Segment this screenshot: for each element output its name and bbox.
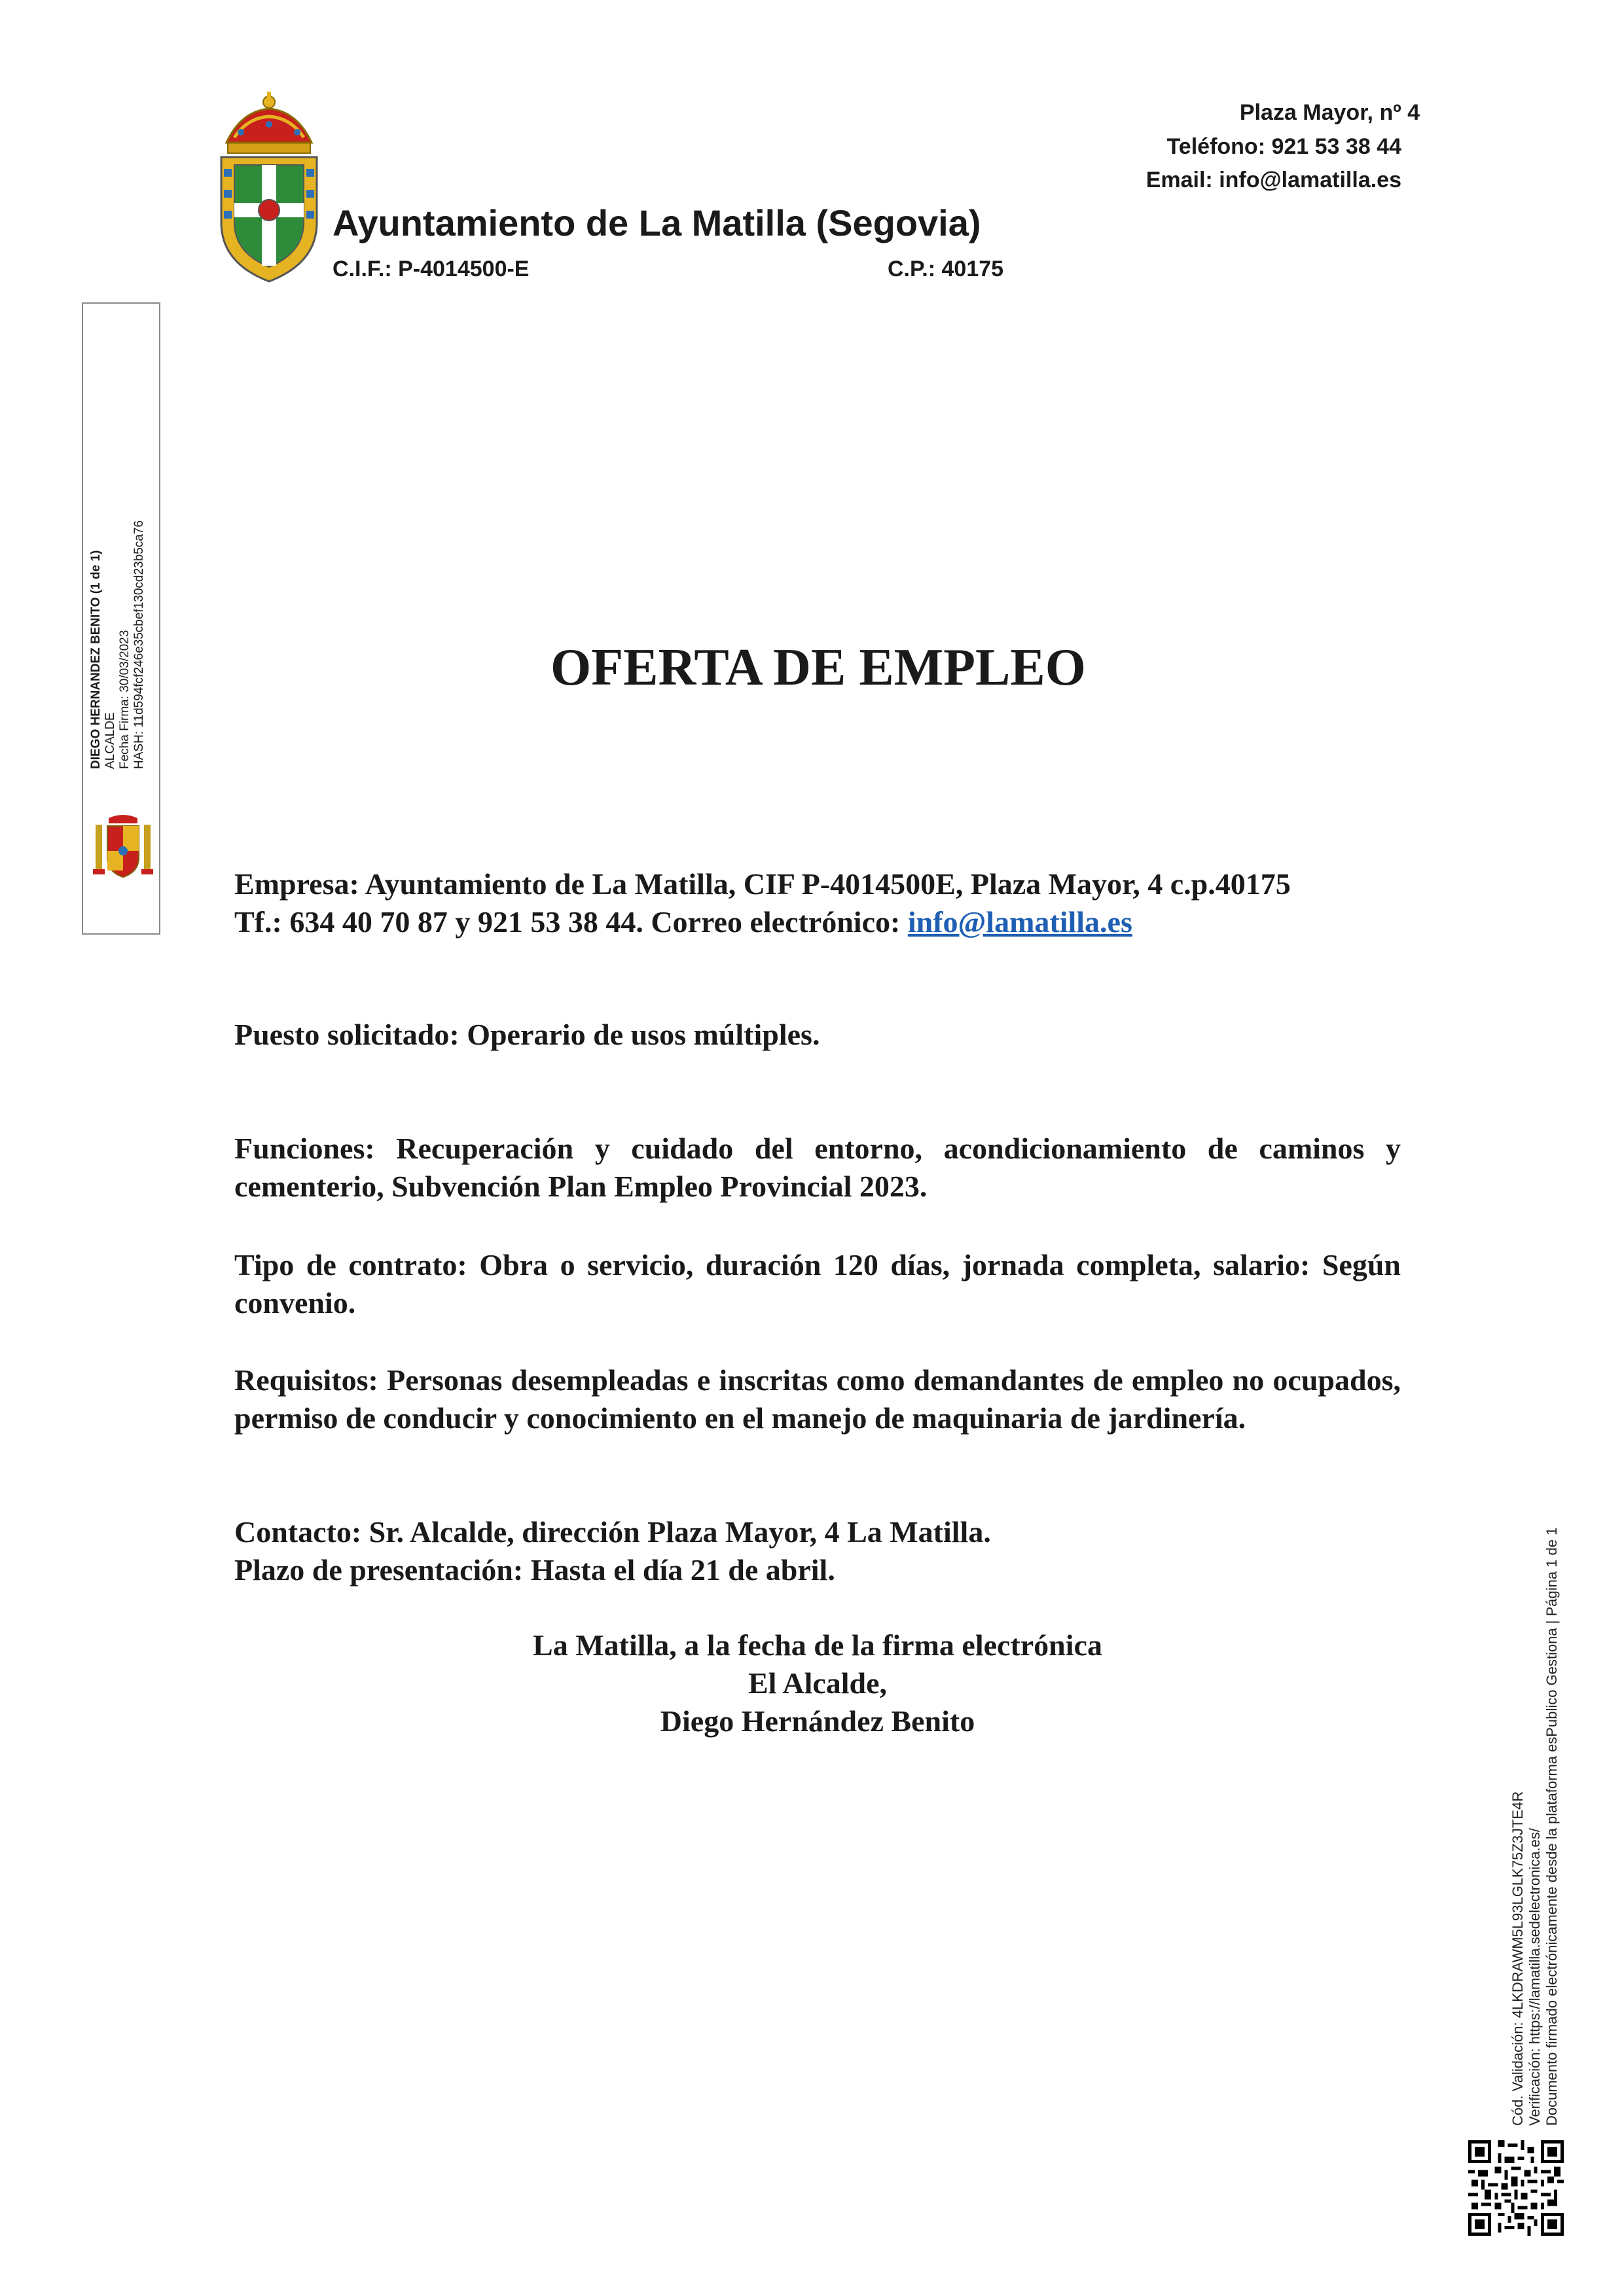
closing-signer: Diego Hernández Benito (660, 1704, 975, 1738)
spain-coat-of-arms-icon (92, 812, 154, 882)
phone-and-email-label: Tf.: 634 40 70 87 y 921 53 38 44. Correo electrónico: (234, 905, 908, 939)
municipal-coat-of-arms-icon (215, 92, 323, 287)
signature-hash: HASH: 11d594fcf246e35cbef130cd23b5ca76 (132, 520, 146, 769)
requirements-line-2: ocupados, permiso de conducir y conocimiento en el manejo de maquinaria de (234, 1363, 1401, 1435)
document-title: OFERTA DE EMPLEO (550, 639, 1086, 696)
header-email: Email: info@lamatilla.es (1146, 168, 1401, 192)
contact-paragraph (234, 1513, 1401, 1589)
functions-line-1: Funciones: Recuperación y cuidado del entorno, acondicionamiento de caminos y (234, 1132, 1401, 1165)
requirements-line-3: jardinería. (1108, 1401, 1246, 1435)
position-line: Puesto solicitado: Operario de usos múltiples. (234, 1018, 820, 1051)
signature-date: Fecha Firma: 30/03/2023 (118, 630, 132, 769)
closing-block (234, 1626, 1401, 1740)
signer-role: ALCALDE (103, 712, 117, 769)
requirements-paragraph (234, 1361, 1401, 1437)
validation-code: Cód. Validación: 4LKDRAWM5L93LGLK75Z3JTE4R (1509, 1791, 1526, 2126)
document-signed-note: Documento firmado electrónicamente desde la plataforma esPublico Gestiona | Página 1 de 1 (1543, 1527, 1560, 2126)
functions-paragraph (234, 1130, 1401, 1206)
contract-line-1: Tipo de contrato: Obra o servicio, duración 120 días, jornada completa, salario: (234, 1248, 1310, 1282)
contract-paragraph (234, 1246, 1401, 1322)
qr-code-icon[interactable] (1468, 2140, 1564, 2236)
contact-info-line: Contacto: Sr. Alcalde, dirección Plaza Mayor, 4 La Matilla. (234, 1515, 991, 1549)
functions-line-2: cementerio, Subvención Plan Empleo Provincial 2023. (234, 1170, 928, 1203)
contract-line-2: Según convenio. (234, 1248, 1401, 1319)
position-paragraph (234, 1016, 1401, 1054)
closing-role: El Alcalde, (748, 1666, 888, 1700)
email-link[interactable]: info@lamatilla.es (907, 905, 1132, 939)
requirements-line-1: Requisitos: Personas desempleadas e inscritas como demandantes de empleo no (234, 1363, 1265, 1397)
contact-line (234, 903, 1401, 941)
header-address: Plaza Mayor, nº 4 (1239, 100, 1420, 125)
header-phone: Teléfono: 921 53 38 44 (1166, 134, 1401, 159)
deadline-line: Plazo de presentación: Hasta el día 21 de abril. (234, 1553, 835, 1587)
signer-name: DIEGO HERNANDEZ BENITO (1 de 1) (89, 550, 103, 769)
organization-name: Ayuntamiento de La Matilla (Segovia) (333, 202, 981, 243)
verification-url[interactable]: Verificación: https://lamatilla.sedelectronica.es/ (1526, 1828, 1543, 2126)
organization-postal-code: C.P.: 40175 (888, 257, 1004, 281)
closing-place-date: La Matilla, a la fecha de la firma electrónica (533, 1628, 1102, 1662)
company-line: Empresa: Ayuntamiento de La Matilla, CIF P-4014500E, Plaza Mayor, 4 c.p.40175 (234, 867, 1291, 901)
organization-cif: C.I.F.: P-4014500-E (333, 257, 530, 281)
company-paragraph (234, 865, 1401, 941)
